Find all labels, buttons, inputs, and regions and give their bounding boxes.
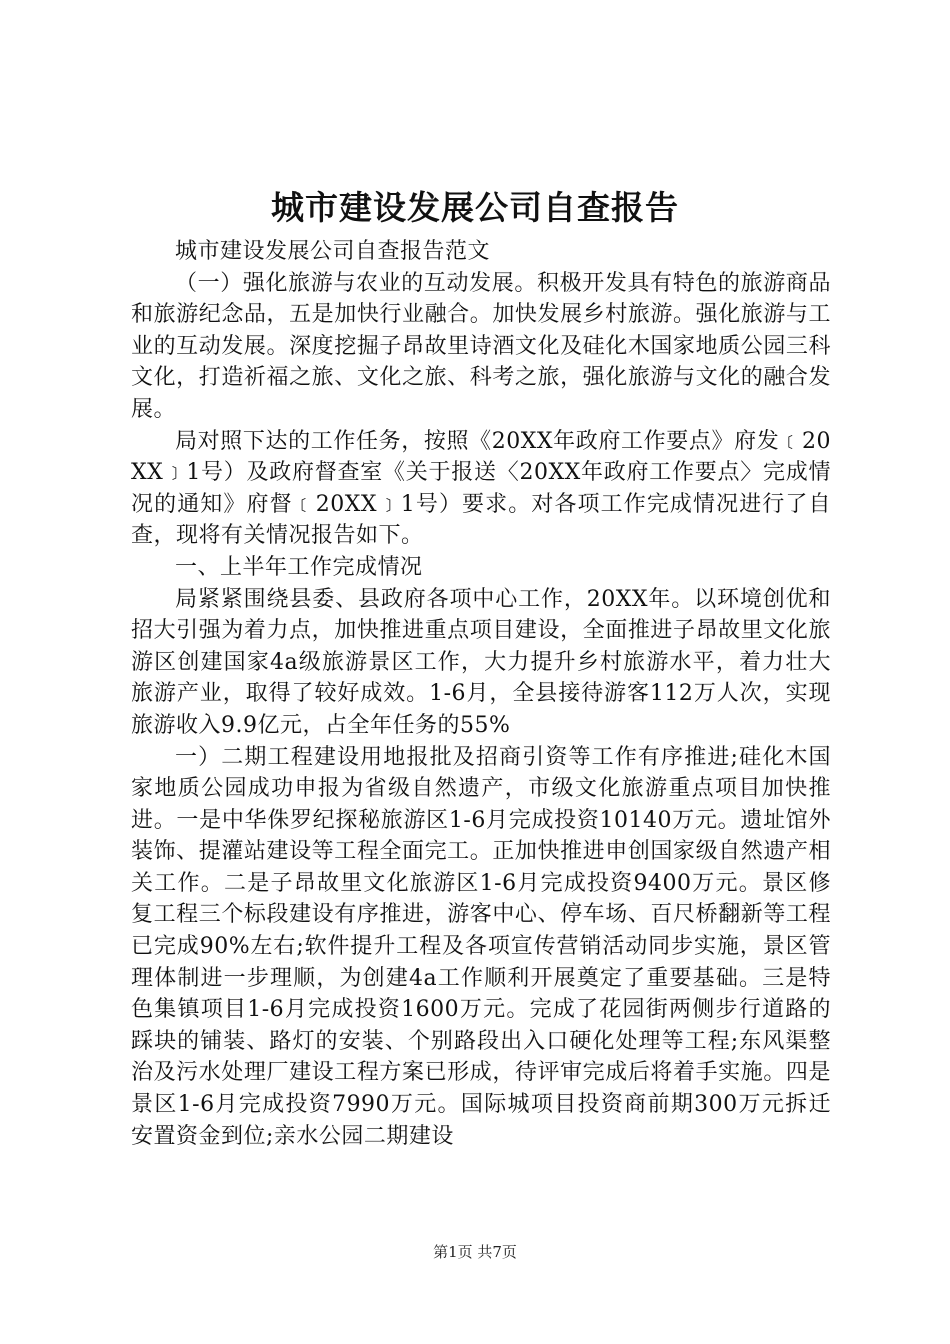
paragraph-self-check-intro: 局对照下达的工作任务，按照《20XX年政府工作要点》府发﹝20XX﹞1号）及政府督查室《关于报送〈20XX年政府工作要点〉完成情况的通知》府督﹝20XX﹞1号）要求。对各项工作完成情况进行了自查，现将有关情况报告如下。: [131, 428, 831, 549]
document-title: 城市建设发展公司自查报告: [271, 188, 679, 227]
document-body: [131, 236, 831, 1152]
paragraph-overall-results: 局紧紧围绕县委、县政府各项中心工作，20XX年。以环境创优和招大引强为着力点，加快推进重点项目建设，全面推进子昂故里文化旅游区创建国家4a级旅游景区工作，大力提升乡村旅游水平，着力壮大旅游产业，取得了较好成效。1-6月，全县接待游客112万人次，实现旅游收入9.9亿元，占全年任务的55%: [131, 586, 831, 738]
paragraph-tourism-integration: （一）强化旅游与农业的互动发展。积极开发具有特色的旅游商品和旅游纪念品，五是加快行业融合。加快发展乡村旅游。强化旅游与工业的互动发展。深度挖掘子昂故里诗酒文化及硅化木国家地质公园三科文化，打造祈福之旅、文化之旅、科考之旅，强化旅游与文化的融合发展。: [131, 270, 831, 422]
page-footer: 第1页 共7页: [433, 1243, 517, 1261]
paragraph-subtitle: 城市建设发展公司自查报告范文: [175, 239, 491, 264]
paragraph-project-progress: 一）二期工程建设用地报批及招商引资等工作有序推进;硅化木国家地质公园成功申报为省级自然遗产，市级文化旅游重点项目加快推进。一是中华侏罗纪探秘旅游区1-6月完成投资10140万元。遗址馆外装饰、提灌站建设等工程全面完工。正加快推进申创国家级自然遗产相关工作。二是子昂故里文化旅游区1-6月完成投资9400万元。景区修复工程三个标段建设有序推进，游客中心、停车场、百尺桥翻新等工程已完成90%左右;软件提升工程及各项宣传营销活动同步实施，景区管理体制进一步理顺，为创建4a工作顺利开展奠定了重要基础。三是特色集镇项目1-6月完成投资1600万元。完成了花园街两侧步行道路的踩块的铺装、路灯的安装、个别路段出入口硬化处理等工程;东风渠整治及污水处理厂建设工程方案已形成，待评审完成后将着手实施。四是景区1-6月完成投资7990万元。国际城项目投资商前期300万元拆迁安置资金到位;亲水公园二期建设: [131, 744, 831, 1149]
section-heading-first-half: 一、上半年工作完成情况: [175, 554, 423, 580]
